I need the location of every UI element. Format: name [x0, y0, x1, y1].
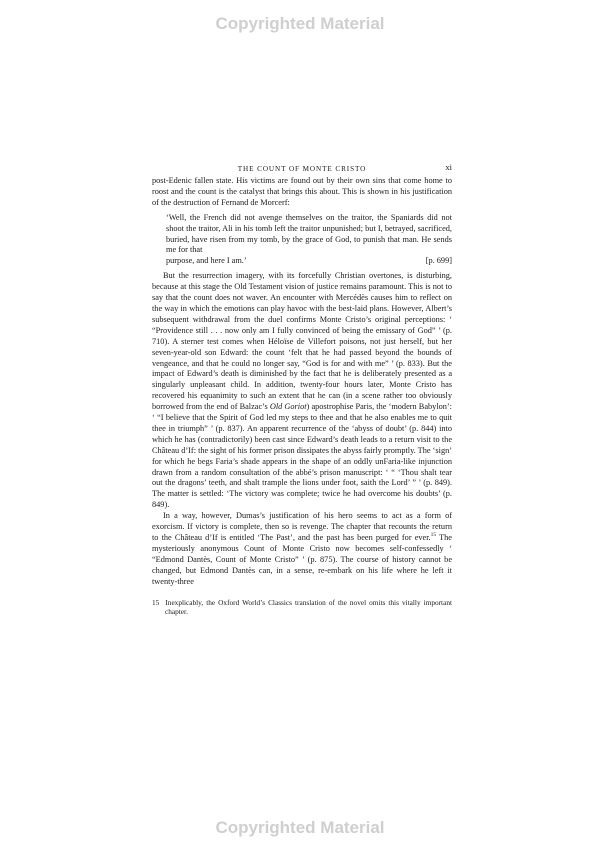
quote-citation: [p. 699] — [425, 256, 452, 266]
footnote-number: 15 — [152, 597, 160, 607]
quote-text: ‘Well, the French did not avenge themselves on the traitor, the Spaniards did not shoot the traitor, Ali in his tomb left the traitor unpunished; but I, betrayed, sacrificed, buried, have risen from my tomb, by the grace of God, to punish that man. He sends me for that — [166, 212, 452, 255]
paragraph-3 — [152, 511, 452, 587]
paragraph-3-part-a: In a way, however, Dumas’s justification of his hero seems to act as a form of exorcism. If victory is complete, then so is revenge. The chapter that recounts the return to the Château d’If is entitled ‘The Past’, and the past has been purged for ever. — [152, 511, 452, 542]
paragraph-2-part-a: But the resurrection imagery, with its forcefully Christian overtones, is disturbing, because at this stage the Old Testament vision of justice remains paramount. This is not to say that the count does not waver. An encounter with Mercédès causes him to reflect on the way in which the emotions can play havoc with the best-laid plans. However, Albert’s subsequent withdrawal from the duel confirms Monte Cristo’s original perceptions: ‘ “Providence still . . . now only am I fully convinced of being the emissary of God” ’ (p. 710). A sterner test comes when Héloïse de Villefort poisons, not just herself, but her seven-year-old son Edward: the count ‘felt that he had passed beyond the bounds of vengeance, and that he could no longer say, “God is for and with me” ’ (p. 833). But the impact of Edward’s death is diminished by the fact that he is deliberately presented as a singularly unpleasant child. In addition, twenty-four hours later, Monte Cristo has recovered his equanimity to such an extent that he can (in a scene rather too obviously borrowed from the end of Balzac’s — [152, 271, 452, 412]
paragraph-2-part-b: ) apostrophise Paris, the ‘modern Babylon’: ‘ “I believe that the Spirit of God led my steps to thee and that he also enables me to quit thee in triumph” ’ (p. 837). An apparent recurrence of the ‘abyss of doubt’ (p. 844) into which he has (contradictorily) been cast since Edward’s death leads to a return visit to the Château d’If: the sight of his former prison dissipates the abyss fairly promptly. The ‘sign’ for which he begs Faria’s shade appears in the shape of an oddly unFaria-like injunction drawn from a random consultation of the abbé’s prison manuscript: ‘ “ ‘Thou shalt tear out the dragons’ teeth, and shalt trample the lions under foot, saith the Lord’ ” ’ (p. 849). The matter is settled: ‘The victory was complete; twice he had overcome his doubts’ (p. 849). — [152, 402, 453, 510]
running-head — [152, 162, 452, 176]
block-quote — [166, 213, 452, 268]
footnote — [152, 598, 452, 617]
footnote-text: Inexplicably, the Oxford World’s Classics translation of the novel omits this vitally important chapter. — [165, 597, 452, 616]
quote-citation-line — [166, 256, 452, 267]
watermark-bottom: Copyrighted Material — [215, 818, 385, 837]
italic-title: Old Goriot — [269, 402, 307, 412]
footnote-reference[interactable]: 15 — [430, 532, 437, 539]
quote-last-line: purpose, and here I am.’ — [166, 256, 247, 266]
paragraph-3-part-b: The mysteriously anonymous Count of Monte Cristo now becomes self-confessedly ‘ “Edmond Dantès, Count of Monte Cristo” ’ (p. 875). The course of history cannot be changed, but Edmond Dantès can, in a sense, re-embark on his life where he left it twenty-three — [152, 533, 452, 586]
running-head-title: THE COUNT OF MONTE CRISTO — [237, 165, 367, 173]
paragraph-1: post-Edenic fallen state. His victims are found out by their own sins that come home to roost and the count is the catalyst that brings this about. This is shown in his justification of the destruction of Fernand de Morcerf: — [152, 176, 452, 207]
book-page — [152, 162, 452, 616]
watermark-top: Copyrighted Material — [215, 14, 385, 33]
paragraph-2 — [152, 271, 452, 511]
page-number: xi — [445, 162, 452, 172]
